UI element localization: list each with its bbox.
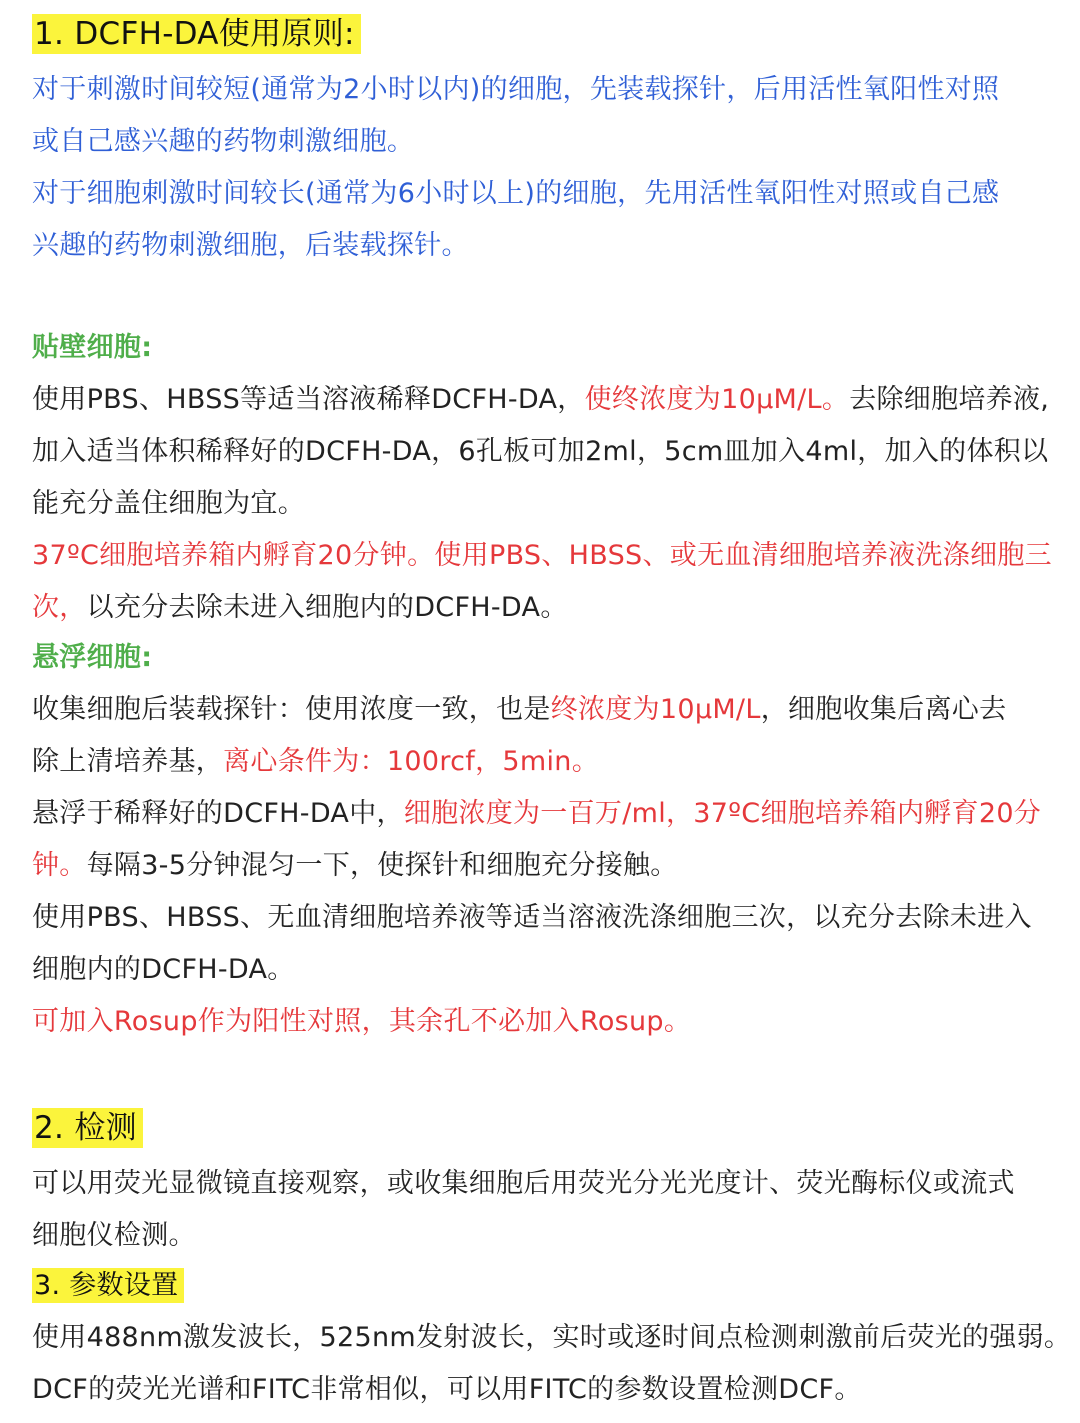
suspension-line-6: 细胞内的DCFH-DA。 (32, 954, 295, 985)
parameters-line-1: 使用488nm激发波长，525nm发射波长，实时或逐时间点检测刺激前后荧光的强弱。 (32, 1322, 1072, 1353)
adherent-line-3: 能充分盖住细胞为宜。 (32, 488, 305, 519)
suspension-line-1-text-a: 收集细胞后装载探针：使用浓度一致，也是 (32, 694, 551, 725)
section2-title: 2. 检测 (32, 1108, 143, 1148)
suspension-cells-heading: 悬浮细胞: (32, 642, 153, 673)
principle-paragraph-2-line-2: 兴趣的药物刺激细胞，后装载探针。 (32, 230, 469, 261)
adherent-cells-heading: 贴壁细胞: (32, 332, 153, 363)
suspension-line-4 (32, 848, 678, 884)
suspension-line-2-text-a: 除上清培养基， (32, 746, 224, 777)
adherent-line-1-text-c: 去除细胞培养液, (849, 384, 1050, 415)
adherent-line-2: 加入适当体积稀释好的DCFH-DA，6孔板可加2ml，5cm皿加入4ml，加入的体积以 (32, 436, 1049, 467)
detection-line-1: 可以用荧光显微镜直接观察，或收集细胞后用荧光分光光度计、荧光酶标仪或流式 (32, 1168, 1015, 1199)
parameters-line-2: DCF的荧光光谱和FITC非常相似，可以用FITC的参数设置检测DCF。 (32, 1374, 862, 1405)
suspension-final-concentration: 终浓度为10μM/L (550, 694, 761, 725)
suspension-line-4-text-b: 每隔3-5分钟混匀一下，使探针和细胞充分接触。 (86, 850, 678, 881)
suspension-line-1 (32, 692, 1006, 728)
suspension-line-3-text-a: 悬浮于稀释好的DCFH-DA中， (32, 798, 404, 829)
suspension-line-5: 使用PBS、HBSS、无血清细胞培养液等适当溶液洗涤细胞三次，以充分去除未进入 (32, 902, 1032, 933)
adherent-final-concentration: 使终浓度为10μM/L。 (584, 384, 850, 415)
suspension-line-1-text-c: ，细胞收集后离心去 (760, 694, 1007, 725)
suspension-line-4-text-a: 钟。 (32, 850, 87, 881)
principle-paragraph-1-line-2: 或自己感兴趣的药物刺激细胞。 (32, 126, 415, 157)
principle-paragraph-2-line-1: 对于细胞刺激时间较长(通常为6小时以上)的细胞，先用活性氧阳性对照或自己感 (32, 178, 1000, 209)
suspension-line-7: 可加入Rosup作为阳性对照，其余孔不必加入Rosup。 (32, 1006, 692, 1037)
adherent-line-5-text-a: 次， (32, 592, 87, 623)
suspension-line-3 (32, 796, 1041, 832)
section2-heading (32, 1110, 143, 1146)
adherent-line-1-text-a: 使用PBS、HBSS等适当溶液稀释DCFH-DA， (32, 384, 585, 415)
adherent-line-1 (32, 382, 1049, 418)
section1-title: 1. DCFH-DA使用原则: (32, 14, 361, 54)
adherent-line-4: 37ºC细胞培养箱内孵育20分钟。使用PBS、HBSS、或无血清细胞培养液洗涤细胞三 (32, 540, 1052, 571)
detection-line-2: 细胞仪检测。 (32, 1220, 196, 1251)
section3-title: 3. 参数设置 (32, 1268, 184, 1303)
section1-heading (32, 16, 361, 52)
principle-paragraph-1-line-1: 对于刺激时间较短(通常为2小时以内)的细胞，先装载探针，后用活性氧阳性对照 (32, 74, 1000, 105)
adherent-line-5 (32, 590, 568, 626)
centrifuge-conditions: 离心条件为：100rcf，5min。 (223, 746, 599, 777)
section3-heading (32, 1268, 184, 1304)
cell-concentration: 细胞浓度为一百万/ml，37ºC细胞培养箱内孵育20分 (403, 798, 1042, 829)
adherent-line-5-text-b: 以充分去除未进入细胞内的DCFH-DA。 (86, 592, 568, 623)
suspension-line-2 (32, 744, 599, 780)
